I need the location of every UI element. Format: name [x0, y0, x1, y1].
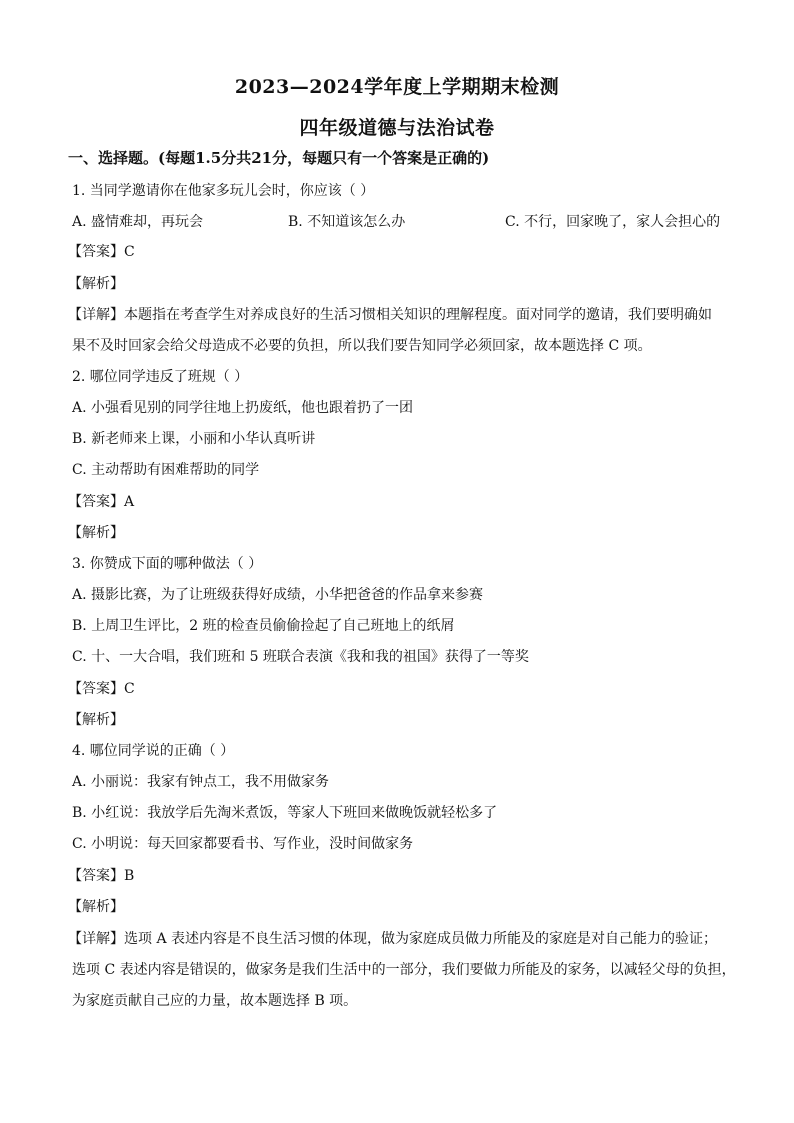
question-4-detail-line-2: 选项 C 表述内容是错误的，做家务是我们生活中的一部分，我们要做力所能及的家务，以减轻父母的负担，	[72, 962, 736, 978]
question-3-answer: 【答案】C	[68, 681, 135, 697]
question-3-stem: 3. 你赞成下面的哪种做法（ ）	[72, 556, 263, 572]
question-1-option-a: A. 盛情难却，再玩会	[72, 214, 204, 230]
page-subtitle: 四年级道德与法治试卷	[299, 117, 495, 139]
question-2-analysis: 【解析】	[68, 525, 124, 541]
question-4-option-c: C. 小明说：每天回家都要看书、写作业，没时间做家务	[72, 836, 414, 852]
question-3-option-b: B. 上周卫生评比，2 班的检查员偷偷捡起了自己班地上的纸屑	[72, 618, 455, 634]
question-2-option-a: A. 小强看见别的同学往地上扔废纸，他也跟着扔了一团	[72, 400, 414, 416]
question-1-option-b: B. 不知道该怎么办	[288, 214, 406, 230]
question-4-detail-line-1: 【详解】选项 A 表述内容是不良生活习惯的体现，做为家庭成员做力所能及的家庭是对自己能力的验证；	[68, 931, 718, 947]
question-3-analysis: 【解析】	[68, 712, 124, 728]
question-2-option-b: B. 新老师来上课，小丽和小华认真听讲	[72, 431, 316, 447]
question-1-answer: 【答案】C	[68, 244, 135, 260]
question-4-stem: 4. 哪位同学说的正确（ ）	[72, 743, 235, 759]
question-1-analysis: 【解析】	[68, 276, 124, 292]
question-4-answer: 【答案】B	[68, 868, 135, 884]
section-heading: 一、选择题。(每题1.5分共21分，每题只有一个答案是正确的)	[68, 149, 490, 167]
question-4-option-a: A. 小丽说：我家有钟点工，我不用做家务	[72, 774, 330, 790]
question-1-stem: 1. 当同学邀请你在他家多玩儿会时，你应该（ ）	[72, 183, 375, 199]
question-1-option-c: C. 不行，回家晚了，家人会担心的	[505, 214, 721, 230]
question-2-stem: 2. 哪位同学违反了班规（ ）	[72, 369, 249, 385]
question-2-answer: 【答案】A	[68, 494, 135, 510]
question-3-option-c: C. 十、一大合唱，我们班和 5 班联合表演《我和我的祖国》获得了一等奖	[72, 649, 529, 665]
question-1-detail-line-1: 【详解】本题指在考查学生对养成良好的生活习惯相关知识的理解程度。面对同学的邀请，我们要明确如	[68, 307, 712, 323]
question-3-option-a: A. 摄影比赛，为了让班级获得好成绩，小华把爸爸的作品拿来参赛	[72, 587, 484, 603]
question-4-detail-line-3: 为家庭贡献自己应的力量，故本题选择 B 项。	[72, 993, 358, 1009]
question-2-option-c: C. 主动帮助有困难帮助的同学	[72, 462, 260, 478]
question-4-option-b: B. 小红说：我放学后先淘米煮饭，等家人下班回来做晚饭就轻松多了	[72, 805, 498, 821]
question-4-analysis: 【解析】	[68, 899, 124, 915]
page-title: 2023—2024学年度上学期期末检测	[234, 76, 560, 98]
question-1-detail-line-2: 果不及时回家会给父母造成不必要的负担，所以我们要告知同学必须回家，故本题选择 C 项。	[72, 338, 652, 354]
